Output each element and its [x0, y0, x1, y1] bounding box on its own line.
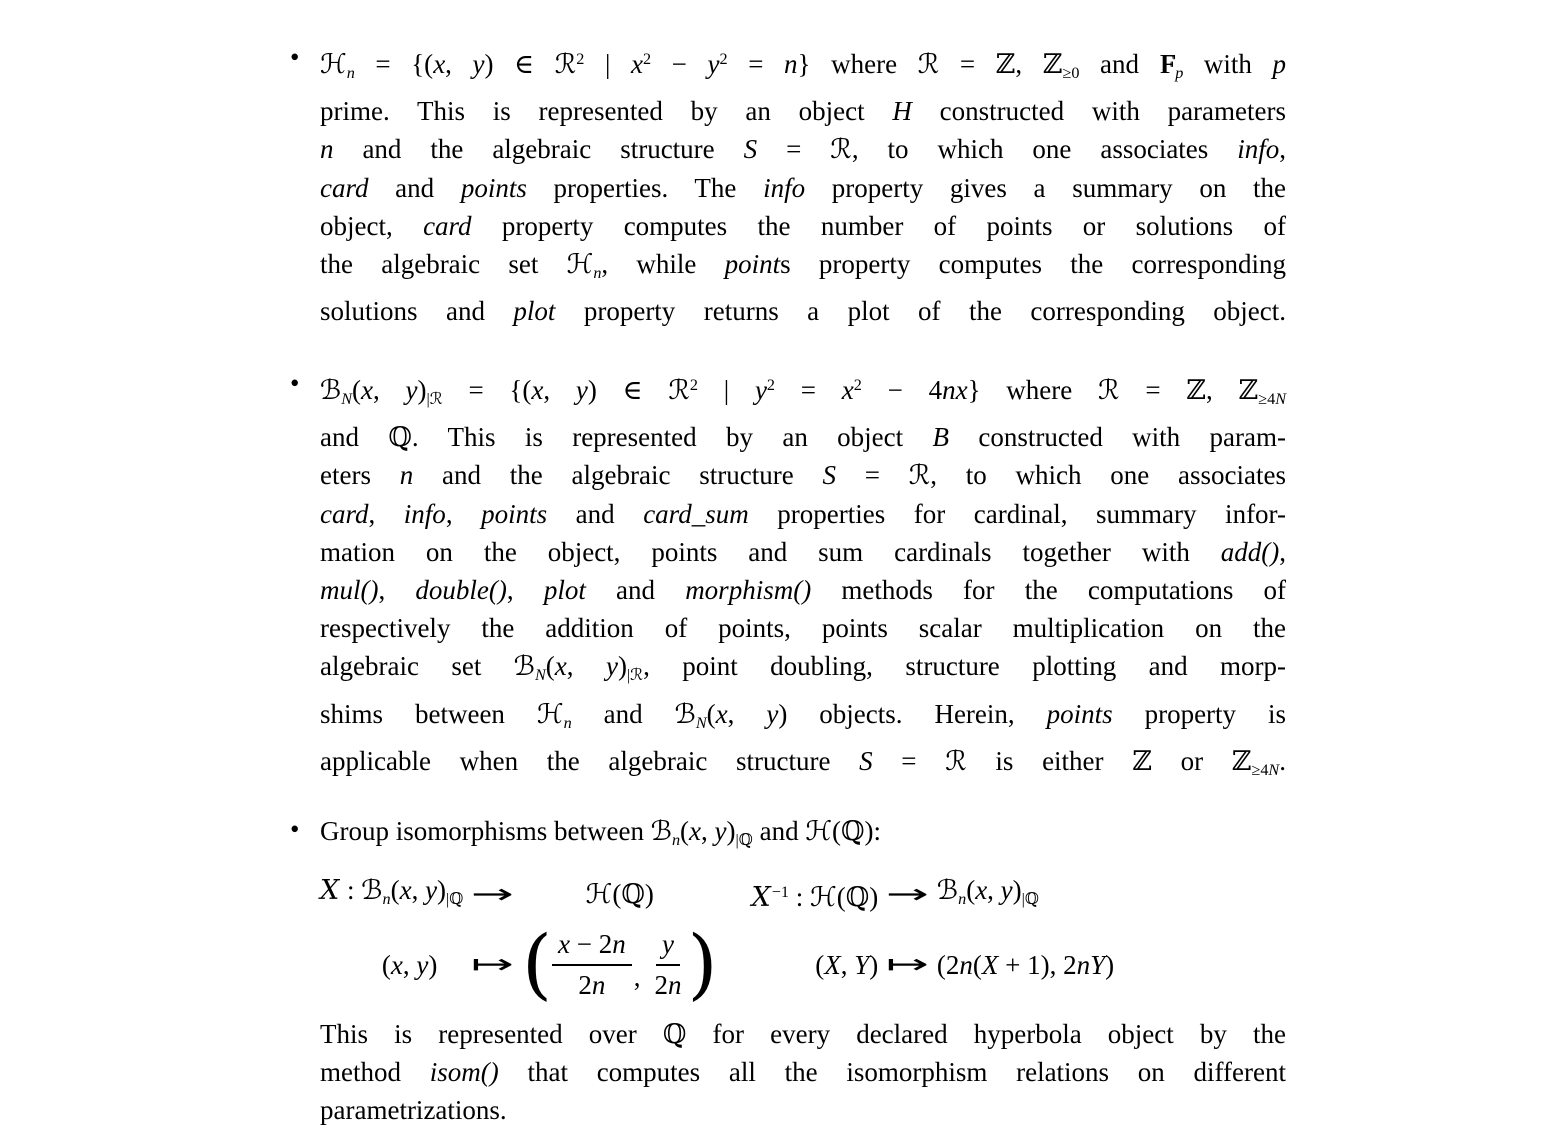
math-cal: ℋ	[585, 879, 613, 911]
equation-cell-r2c2	[463, 945, 522, 984]
text-line: ℋn = {(x, y) ∈ ℛ$^2$ | $x^2 - y^2 = n$} where ℛ = ℤ, ℤ≥0 and Fp with p	[320, 48, 1287, 83]
text-line: and ℚ. This is represented by an object B constructed with param-	[320, 422, 1286, 453]
math-it: y	[575, 375, 588, 406]
math-cal: ℬ	[650, 815, 672, 847]
math-it: card	[320, 173, 369, 204]
math-it: x	[975, 875, 988, 906]
math-subit: N	[1268, 760, 1280, 779]
math-it: y	[425, 875, 438, 906]
math-cal: ℛ	[908, 460, 931, 492]
math-cal: ℋ	[810, 881, 837, 913]
math-it: info	[763, 173, 806, 204]
math-cal: ℛ	[830, 134, 852, 166]
equation-cell-r1c2	[463, 875, 522, 914]
math-subit: N	[341, 390, 353, 409]
equation-cell-r1c3: ℋ(ℚ)	[585, 879, 654, 911]
text-line: applicable when the algebraic structure S = ℛ is either ℤ or ℤ≥4N.	[320, 745, 1286, 779]
bullet-item-hyperbola-object	[290, 40, 1287, 330]
math-mapsto: ↦	[886, 949, 930, 981]
math-it: x	[554, 651, 567, 682]
math-calx: X	[320, 875, 340, 907]
math-cal: ℬ	[674, 698, 696, 730]
math-it: X	[824, 949, 841, 980]
math-it: mul()	[320, 575, 379, 606]
math-sub: |ℚ	[1021, 890, 1039, 909]
math-it: x	[531, 375, 544, 406]
math-it: y	[662, 929, 674, 960]
math-it: card_sum	[643, 499, 749, 530]
math-sup: 2	[766, 376, 776, 395]
math-cal: ℬ	[936, 875, 959, 907]
text-line: card, info, points and card_sum properties for cardinal, summary infor-	[320, 499, 1286, 530]
math-it: x	[841, 375, 854, 406]
math-it: n	[612, 929, 626, 960]
math-it: n	[320, 134, 334, 165]
math-it: card	[423, 211, 472, 242]
math-cal: ℋ	[805, 815, 833, 847]
math-sup: 2	[689, 376, 699, 395]
math-it: x	[558, 929, 571, 960]
math-cal: ℛ	[554, 48, 577, 80]
math-sup: 2	[853, 376, 862, 395]
math-it: p	[1272, 48, 1287, 79]
math-it: x	[390, 949, 403, 980]
math-longarrow: →	[471, 879, 515, 911]
math-subit: n	[958, 890, 967, 909]
math-it: y	[766, 698, 779, 729]
math-sub: |ℛ	[626, 666, 644, 685]
math-cal: ℋ	[320, 48, 347, 80]
equation-cell-r1c5	[878, 875, 937, 914]
math-subit: N	[1275, 390, 1287, 409]
math-subit: n	[593, 264, 602, 283]
text-line: algebraic set ℬN(x, y)|ℛ, point doubling, structure plotting and morp-	[320, 651, 1286, 685]
bullet-item-curve-object	[290, 366, 1287, 789]
equation-cell-r2c5	[878, 945, 937, 984]
math-it: y	[754, 375, 767, 406]
math-sub: ≥0	[1062, 64, 1080, 83]
math-cal: ℛ	[1098, 375, 1120, 407]
math-it: x	[689, 815, 702, 846]
math-it: x	[630, 48, 643, 79]
math-it: points	[460, 173, 527, 204]
math-it: S	[743, 134, 758, 165]
math-cal: ℬ	[361, 875, 383, 907]
math-it: info	[403, 499, 446, 530]
text-line: ℬN(x, y)|ℛ = {(x, y) ∈ ℛ$^2$ | $y^2 = x^2 - 4nx$} where ℛ = ℤ, ℤ≥4N	[320, 375, 1287, 409]
math-sub: ≥4	[1258, 390, 1276, 409]
math-it: H	[892, 96, 912, 127]
math-sup: −1	[771, 882, 790, 901]
fraction: $\frac{y}{2n}$	[654, 929, 682, 1000]
math-it: nY	[1076, 949, 1106, 980]
fraction: $\frac{x - 2n}{2n}$	[552, 928, 632, 1001]
math-subit: n	[346, 64, 355, 83]
bullet-icon: •	[290, 368, 300, 399]
text-line: mation on the object, points and sum cardinals together with add(),	[320, 537, 1286, 568]
math-it: y	[714, 815, 727, 846]
math-it: y	[472, 48, 485, 79]
math-it: x	[433, 48, 446, 79]
math-cal: ℛ	[668, 375, 690, 407]
equation-cell-r2c1: (x, y)	[381, 949, 438, 980]
paragraph-curve-object	[320, 366, 1286, 789]
math-it: Y	[854, 949, 870, 980]
math-it: points	[1046, 698, 1113, 729]
math-sub: |ℚ	[446, 890, 464, 909]
equation-cell-r1c4: $X^{-1}$ : ℋ(ℚ)	[751, 881, 879, 913]
text-line: n and the algebraic structure S = ℛ, to which one associates info,	[320, 134, 1287, 166]
math-it: point	[724, 249, 781, 280]
text-line: Group isomorphisms between ℬn(x, y)|ℚ and ℋ(ℚ):	[320, 815, 882, 850]
math-subit: N	[695, 713, 707, 732]
math-it: S	[822, 460, 836, 491]
math-subit: n	[563, 713, 572, 732]
math-it: n	[399, 460, 414, 491]
text-line: prime. This is represented by an object H constructed with parameters	[320, 96, 1286, 127]
math-sup: 2	[576, 50, 585, 68]
text-line: mul(), double(), plot and morphism() methods for the computations of	[320, 575, 1287, 606]
bullet-icon: •	[290, 42, 300, 72]
math-subit: p	[1175, 64, 1184, 83]
text-line: the algebraic set ℋn, while points property computes the corresponding	[320, 249, 1286, 283]
text-line: This is represented over ℚ for every declared hyperbola object by the	[320, 1018, 1286, 1049]
math-calx: X	[751, 881, 771, 913]
math-it: add()	[1220, 537, 1280, 568]
paragraph-hyperbola-object	[320, 40, 1286, 330]
math-cal: ℋ	[566, 249, 594, 281]
equation-cell-r2c6: (2n(X + 1), 2nY)	[936, 949, 1115, 980]
paragraph-isom-method	[320, 1015, 1286, 1129]
isomorphism-equations	[320, 871, 1286, 1009]
math-it: x	[361, 375, 374, 406]
math-it: morphism()	[685, 575, 812, 606]
math-it: y	[1000, 875, 1013, 906]
math-cal: ℛ	[917, 48, 940, 80]
math-cal: ℋ	[536, 698, 564, 730]
math-it: double()	[415, 575, 507, 606]
math-it: info	[1237, 134, 1280, 165]
text-line: eters n and the algebraic structure S = ℛ, to which one associates	[320, 460, 1287, 492]
math-sub: |ℚ	[735, 831, 753, 850]
text-line: card and points properties. The info property gives a summary on the	[320, 173, 1287, 204]
math-it: plot	[543, 575, 586, 606]
math-sup: 2	[642, 50, 652, 68]
math-cal: ℬ	[513, 651, 535, 683]
math-cal: ℬ	[320, 375, 342, 407]
text-line: object, card property computes the number of points or solutions of	[320, 211, 1286, 242]
equation-cell-r1c1: X : ℬn(x, y)|ℚ	[320, 875, 464, 909]
math-it: n	[959, 949, 973, 980]
paragraph-isomorphisms-heading	[320, 812, 1286, 859]
math-subit: N	[534, 666, 546, 685]
math-subit: n	[382, 890, 391, 909]
math-sub: ≥4	[1251, 760, 1269, 779]
math-it: y	[707, 48, 720, 79]
text-line: shims between ℋn and ℬN(x, y) objects. Herein, points property is	[320, 698, 1287, 732]
math-it: y	[605, 651, 618, 682]
math-it: S	[859, 745, 873, 776]
math-it: n	[591, 969, 606, 1000]
equation-cell-r2c3: ( $\frac{x - 2n}{2n}$ , $\frac{y}{2n}$ )	[522, 919, 718, 1009]
equation-cell-r1c6: ℬn(x, y)|ℚ	[936, 875, 1039, 909]
math-fracsep: ,	[633, 961, 641, 992]
math-sub: |ℛ	[426, 390, 443, 409]
math-bbF: F	[1159, 48, 1176, 79]
equation-cell-r2c4: (X, Y)	[815, 949, 879, 980]
math-mapsto: ↦	[471, 949, 515, 981]
text-line: respectively the addition of points, points scalar multiplication on the	[320, 613, 1286, 644]
math-it: x	[715, 698, 728, 729]
math-it: X	[981, 949, 999, 980]
text-column	[290, 40, 1287, 1129]
math-cal: ℛ	[945, 745, 967, 777]
math-it: points	[481, 499, 548, 530]
text-line: parametrizations.	[320, 1094, 507, 1125]
bullet-item-group-isomorphisms	[290, 812, 1286, 1129]
math-it: nx	[942, 375, 968, 406]
text-line: solutions and plot property returns a plot of the corresponding object.	[320, 296, 1286, 327]
math-it: n	[784, 48, 798, 79]
math-it: card	[320, 499, 369, 530]
math-it: isom()	[429, 1056, 499, 1087]
bullet-icon: •	[290, 813, 300, 844]
math-longarrow: →	[886, 879, 930, 911]
math-it: y	[416, 949, 429, 980]
math-it: x	[399, 875, 412, 906]
math-it: y	[405, 375, 418, 406]
math-it: B	[932, 422, 950, 453]
math-it: n	[668, 969, 682, 1000]
text-line: method isom() that computes all the isomorphism relations on different	[320, 1056, 1286, 1087]
math-it: plot	[513, 296, 556, 327]
math-subit: n	[671, 831, 681, 850]
math-sup: 2	[719, 50, 728, 68]
